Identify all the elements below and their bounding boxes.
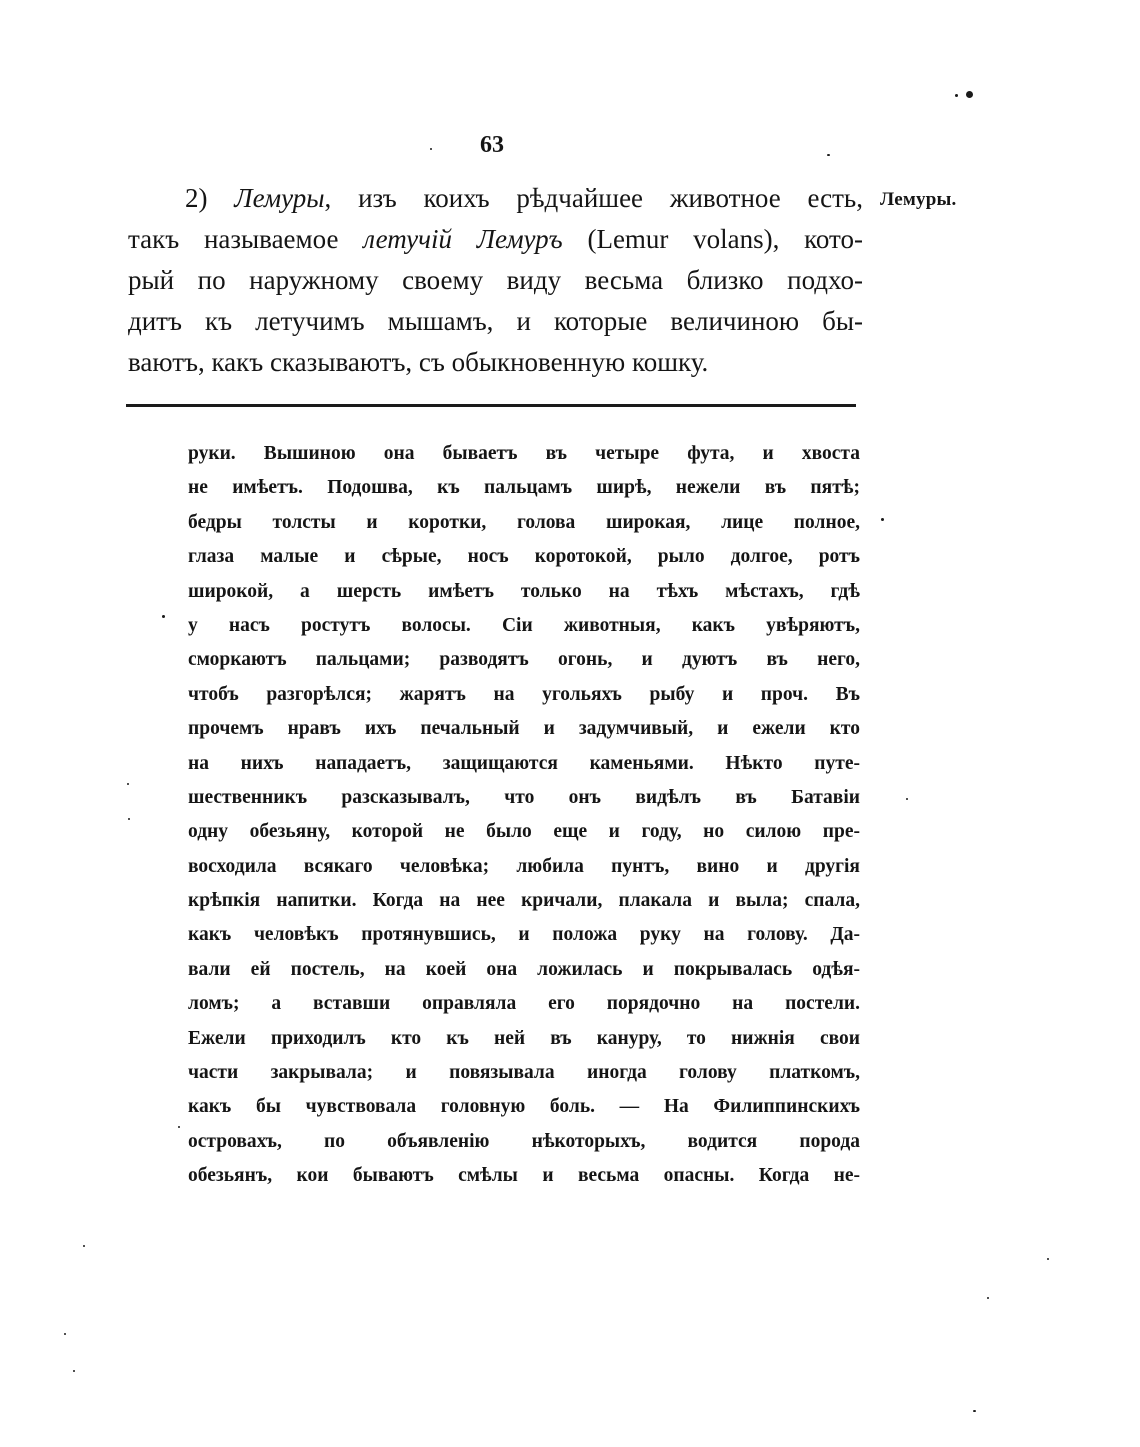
- scan-speck: [83, 1245, 85, 1247]
- scan-speck: [64, 1333, 66, 1335]
- footnote-line: одну обезьяну, которой не было еще и году, но силою пре-: [188, 821, 860, 843]
- main-paragraph: [128, 178, 863, 383]
- scan-speck: [955, 94, 958, 97]
- main-paragraph-line: [128, 342, 863, 383]
- main-line-text: (Lemur volans), кото-: [562, 224, 863, 254]
- scan-speck: [827, 154, 830, 156]
- footnote-line: на нихъ нападаетъ, защищаются каменьями. Нѣкто путе-: [188, 752, 860, 774]
- footnote-line: широкой, а шерсть имѣетъ только на тѣхъ мѣстахъ, гдѣ: [188, 580, 860, 602]
- page-number: 63: [480, 132, 504, 158]
- scan-speck: [973, 1410, 976, 1412]
- scan-speck: [73, 1370, 75, 1372]
- scan-speck: [966, 91, 973, 98]
- footnote-line: шественникъ разсказывалъ, что онъ видѣлъ въ Батавіи: [188, 786, 860, 808]
- footnote-line: крѣпкія напитки. Когда на нее кричали, плакала и выла; спала,: [188, 890, 860, 912]
- main-paragraph-line: [128, 260, 863, 301]
- footnote-line: какъ человѣкъ протянувшись, и положа руку на голову. Да-: [188, 924, 860, 946]
- footnote-line: обезьянъ, кои бываютъ смѣлы и весьма опасны. Когда не-: [188, 1165, 860, 1187]
- footnote-line: у насъ ростутъ волосы. Сіи животныя, какъ увѣряютъ,: [188, 614, 860, 636]
- footnote-text: [188, 437, 860, 1194]
- footnote-line: прочемъ нравъ ихъ печальный и задумчивый, и ежели кто: [188, 718, 860, 740]
- scan-speck: [127, 783, 129, 785]
- footnote-line: ломъ; а вставши оправляла его порядочно на постели.: [188, 993, 860, 1015]
- footnote-line: руки. Вышиною она бываетъ въ четыре фута, и хвоста: [188, 443, 860, 464]
- main-line-text: , изъ коихъ рѣдчайшее животное есть,: [324, 183, 863, 213]
- footnote-line: восходила всякаго человѣка; любила пунтъ, вино и другія: [188, 855, 860, 877]
- main-line-text: ваютъ, какъ сказываютъ, съ обыкновенную кошку.: [128, 347, 709, 377]
- scan-speck: [1047, 1258, 1049, 1260]
- footnote-line: бедры толсты и коротки, голова широкая, лице полное,: [188, 511, 860, 533]
- footnote-line: части закрывала; и повязывала иногда голову платкомъ,: [188, 1062, 860, 1084]
- footnote-line: глаза малые и сѣрые, носъ коротокой, рыло долгое, ротъ: [188, 546, 860, 568]
- main-line-text: такъ называемое: [128, 224, 364, 254]
- italic-term: Лемуры: [234, 183, 325, 213]
- footnote-line: вали ей постель, на коей она ложилась и покрывалась одѣя-: [188, 958, 860, 980]
- scan-speck: [162, 615, 165, 618]
- footnote-line: Ежели приходилъ кто къ ней въ кануру, то нижнія свои: [188, 1027, 860, 1049]
- main-line-text: рый по наружному своему виду весьма близко подхо-: [128, 265, 863, 295]
- main-paragraph-line: [128, 219, 863, 260]
- margin-note: Лемуры.: [880, 189, 957, 210]
- scan-speck: [987, 1297, 989, 1299]
- footnote-line: чтобъ разгорѣлся; жарятъ на угольяхъ рыбу и проч. Въ: [188, 683, 860, 705]
- scan-speck: [881, 518, 884, 521]
- scan-speck: [906, 798, 908, 800]
- italic-term: летучій Лемуръ: [363, 224, 563, 254]
- scan-speck: [128, 818, 130, 820]
- main-paragraph-line: [128, 301, 863, 342]
- footnote-line: сморкаютъ пальцами; разводятъ огонь, и дуютъ въ него,: [188, 649, 860, 671]
- main-line-text: 2): [185, 183, 235, 213]
- main-line-text: дитъ къ летучимъ мышамъ, и которые величиною бы-: [128, 306, 863, 336]
- footnote-line: не имѣетъ. Подошва, къ пальцамъ ширѣ, нежели въ пятѣ;: [188, 477, 860, 499]
- scan-speck: [178, 1126, 180, 1128]
- main-paragraph-line: [128, 178, 863, 219]
- footnote-line: островахъ, по объявленію нѣкоторыхъ, водится порода: [188, 1130, 860, 1152]
- scan-speck: [430, 148, 432, 150]
- footnote-line: какъ бы чувствовала головную боль. — На Филиппинскихъ: [188, 1096, 860, 1118]
- footnote-rule: [126, 404, 856, 407]
